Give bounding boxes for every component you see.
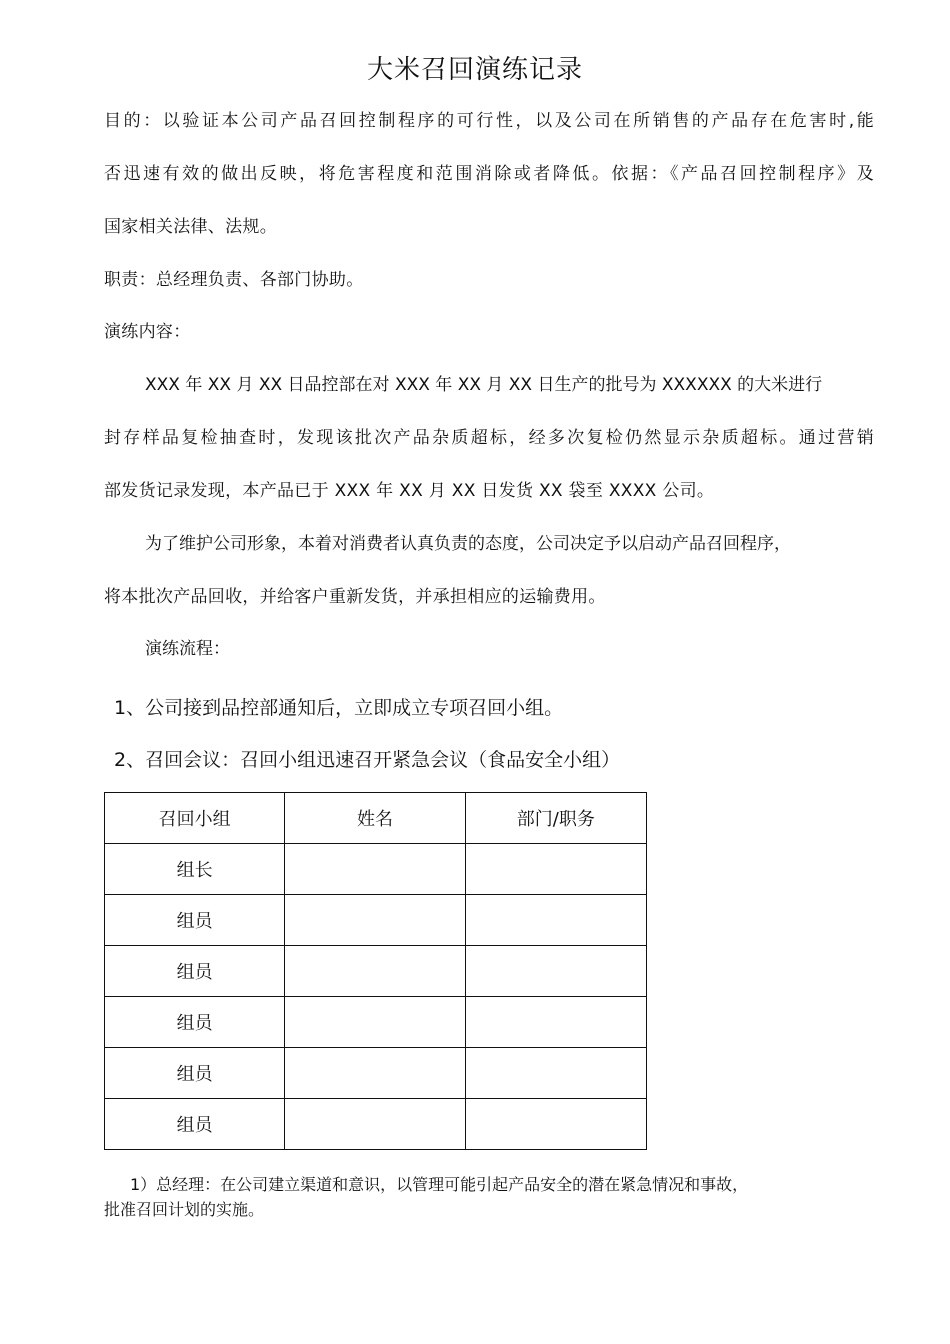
header-name: 姓名	[285, 793, 465, 844]
footnote-line-2: 批准召回计划的实施。	[104, 1200, 265, 1219]
drill-content-label: 演练内容：	[104, 322, 191, 342]
footnote-line-1: 1）总经理：在公司建立渠道和意识，以管理可能引起产品安全的潜在紧急情况和事故，	[130, 1175, 749, 1194]
purpose-line-2: 否迅速有效的做出反映，将危害程度和范围消除或者降低。依据：《产品召回控制程序》及	[104, 164, 874, 184]
page-title: 大米召回演练记录	[366, 55, 583, 85]
role-cell: 组员	[105, 997, 285, 1048]
step-2: 2、召回会议：召回小组迅速召开紧急会议（食品安全小组）	[114, 749, 621, 771]
table-row	[105, 946, 647, 997]
dept-cell[interactable]	[465, 844, 646, 895]
table-row	[105, 1099, 647, 1150]
name-cell[interactable]	[285, 997, 465, 1048]
name-cell[interactable]	[285, 895, 465, 946]
decision-paragraph	[104, 571, 874, 624]
role-cell: 组长	[105, 844, 285, 895]
name-cell[interactable]	[285, 844, 465, 895]
name-cell[interactable]	[285, 1048, 465, 1099]
header-dept-title: 部门/职务	[465, 793, 646, 844]
table-row	[105, 1048, 647, 1099]
role-cell: 组员	[105, 946, 285, 997]
duty-paragraph	[104, 254, 874, 307]
dept-cell[interactable]	[465, 946, 646, 997]
table-row	[105, 997, 647, 1048]
drill-content-heading	[104, 306, 874, 359]
decision-line-1: 为了维护公司形象，本着对消费者认真负责的态度，公司决定予以启动产品召回程序，	[145, 534, 791, 554]
role-cell: 组员	[105, 1048, 285, 1099]
incident-line-2: 封存样品复检抽查时，发现该批次产品杂质超标，经多次复检仍然显示杂质超标。通过营销	[104, 428, 874, 448]
incident-line-1: XXX 年 XX 月 XX 日品控部在对 XXX 年 XX 月 XX 日生产的批号为 XXXXXX 的大米进行	[145, 375, 823, 395]
duty-text: 职责：总经理负责、各部门协助。	[104, 270, 364, 290]
table-row	[105, 895, 647, 946]
incident-paragraph	[104, 412, 874, 518]
recall-team-table	[104, 792, 647, 1150]
step-1: 1、公司接到品控部通知后，立即成立专项召回小组。	[114, 697, 564, 719]
name-cell[interactable]	[285, 1099, 465, 1150]
dept-cell[interactable]	[465, 895, 646, 946]
purpose-paragraph	[104, 95, 874, 254]
dept-cell[interactable]	[465, 1048, 646, 1099]
table-row	[105, 844, 647, 895]
role-cell: 组员	[105, 1099, 285, 1150]
purpose-line-3: 国家相关法律、法规。	[104, 217, 277, 237]
header-group: 召回小组	[105, 793, 285, 844]
name-cell[interactable]	[285, 946, 465, 997]
table-header-row	[105, 793, 647, 844]
decision-line-2: 将本批次产品回收，并给客户重新发货，并承担相应的运输费用。	[104, 587, 606, 607]
dept-cell[interactable]	[465, 997, 646, 1048]
role-cell: 组员	[105, 895, 285, 946]
purpose-line-1: 目的：以验证本公司产品召回控制程序的可行性，以及公司在所销售的产品存在危害时,能	[104, 111, 874, 131]
footnote	[104, 1172, 874, 1222]
dept-cell[interactable]	[465, 1099, 646, 1150]
incident-line-3: 部发货记录发现，本产品已于 XXX 年 XX 月 XX 日发货 XX 袋至 XXXX 公司。	[104, 481, 715, 501]
process-label: 演练流程：	[145, 639, 230, 659]
